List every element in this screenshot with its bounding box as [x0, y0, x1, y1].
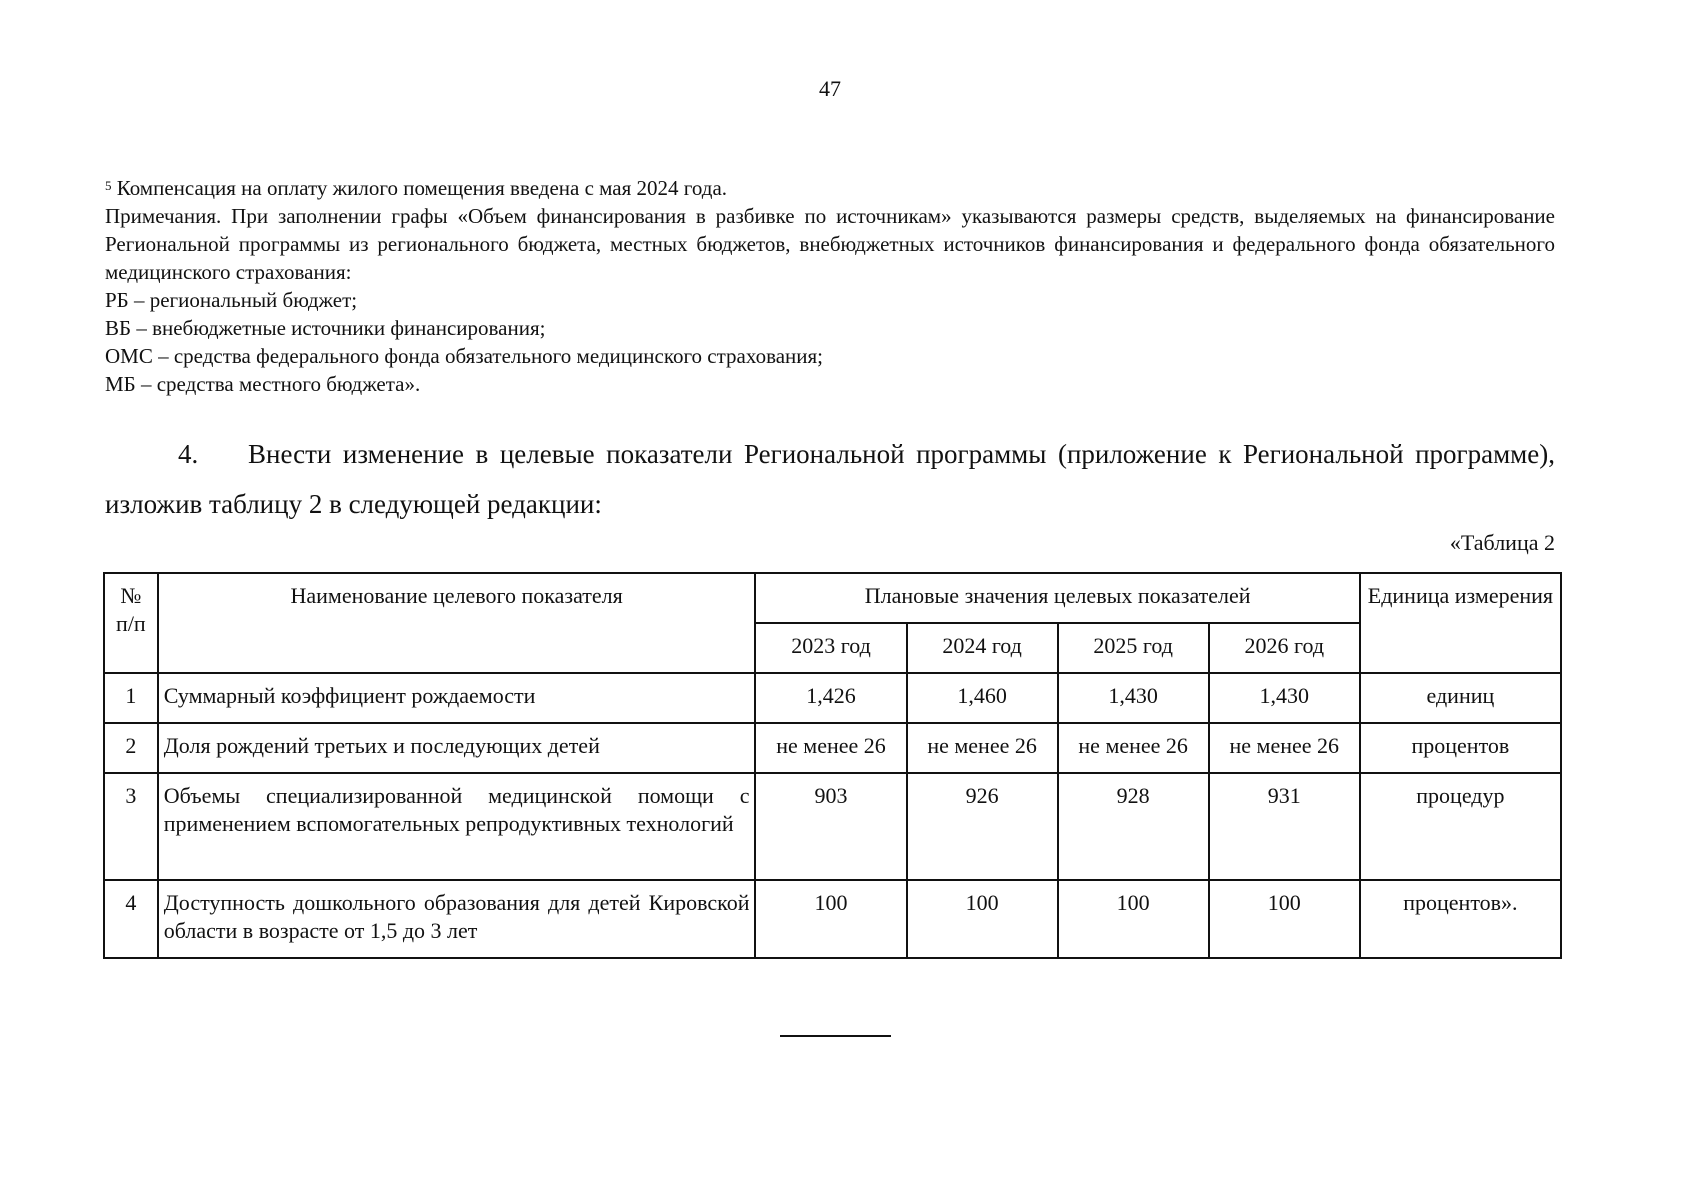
row-value-2025: 100	[1058, 880, 1209, 958]
abbreviation-mb: МБ – средства местного бюджета».	[105, 372, 421, 396]
row-num: 1	[104, 673, 158, 723]
header-year-2024: 2024 год	[907, 623, 1058, 673]
header-year-2025: 2025 год	[1058, 623, 1209, 673]
row-value-2026: 931	[1209, 773, 1360, 880]
table-caption: «Таблица 2	[1449, 530, 1555, 555]
row-name: Суммарный коэффициент рождаемости	[158, 673, 756, 723]
row-value-2023: 1,426	[755, 673, 906, 723]
abbreviation-vb: ВБ – внебюджетные источники финансирования;	[105, 316, 546, 340]
row-unit: процентов	[1360, 723, 1561, 773]
row-value-2026: 100	[1209, 880, 1360, 958]
footnote	[105, 174, 1555, 202]
row-value-2023: не менее 26	[755, 723, 906, 773]
paragraph-4	[105, 429, 1555, 529]
row-unit: процедур	[1360, 773, 1561, 880]
row-num: 4	[104, 880, 158, 958]
row-value-2024: 926	[907, 773, 1058, 880]
row-value-2024: 1,460	[907, 673, 1058, 723]
row-value-2025: 928	[1058, 773, 1209, 880]
abbreviation-rb: РБ – региональный бюджет;	[105, 288, 358, 312]
row-name: Доступность дошкольного образования для детей Кировской области в возрасте от 1,5 до 3 лет	[158, 880, 756, 958]
header-unit: Единица измерения	[1360, 573, 1561, 673]
row-value-2024: 100	[907, 880, 1058, 958]
notes-block	[105, 174, 1555, 398]
abbreviation-oms: ОМС – средства федерального фонда обязательного медицинского страхования;	[105, 344, 823, 368]
header-name: Наименование целевого показателя	[158, 573, 756, 673]
row-unit: единиц	[1360, 673, 1561, 723]
closing-rule	[780, 1035, 891, 1037]
row-value-2025: 1,430	[1058, 673, 1209, 723]
row-value-2023: 100	[755, 880, 906, 958]
footnote-marker: 5	[105, 178, 112, 193]
row-name: Доля рождений третьих и последующих детей	[158, 723, 756, 773]
paragraph-number: 4.	[178, 439, 199, 469]
table-header-row	[104, 573, 1561, 623]
row-value-2026: не менее 26	[1209, 723, 1360, 773]
table-row	[104, 673, 1561, 723]
row-unit: процентов».	[1360, 880, 1561, 958]
row-num: 2	[104, 723, 158, 773]
row-value-2024: не менее 26	[907, 723, 1058, 773]
row-num: 3	[104, 773, 158, 880]
header-year-2023: 2023 год	[755, 623, 906, 673]
row-value-2025: не менее 26	[1058, 723, 1209, 773]
footnote-text: Компенсация на оплату жилого помещения введена с мая 2024 года.	[111, 176, 728, 200]
row-value-2023: 903	[755, 773, 906, 880]
notes-main: Примечания. При заполнении графы «Объем финансирования в разбивке по источникам» указываются размеры средств, выделяемых на финансирование Региональной программы из регионального бюджета, местных бюджетов, внебюджетных источников финансирования и федерального фонда обязательного медицинского страхования:	[105, 204, 1555, 284]
page-number: 47	[819, 76, 841, 101]
header-num: № п/п	[104, 573, 158, 673]
row-value-2026: 1,430	[1209, 673, 1360, 723]
paragraph-text: Внести изменение в целевые показатели Региональной программы (приложение к Региональной программе), изложив таблицу 2 в следующей редакции:	[105, 439, 1555, 519]
header-planned: Плановые значения целевых показателей	[755, 573, 1359, 623]
header-year-2026: 2026 год	[1209, 623, 1360, 673]
table-row	[104, 773, 1561, 880]
indicators-table	[103, 572, 1562, 959]
table-row	[104, 880, 1561, 958]
row-name: Объемы специализированной медицинской помощи с применением вспомогательных репродуктивных технологий	[158, 773, 756, 880]
table-row	[104, 723, 1561, 773]
